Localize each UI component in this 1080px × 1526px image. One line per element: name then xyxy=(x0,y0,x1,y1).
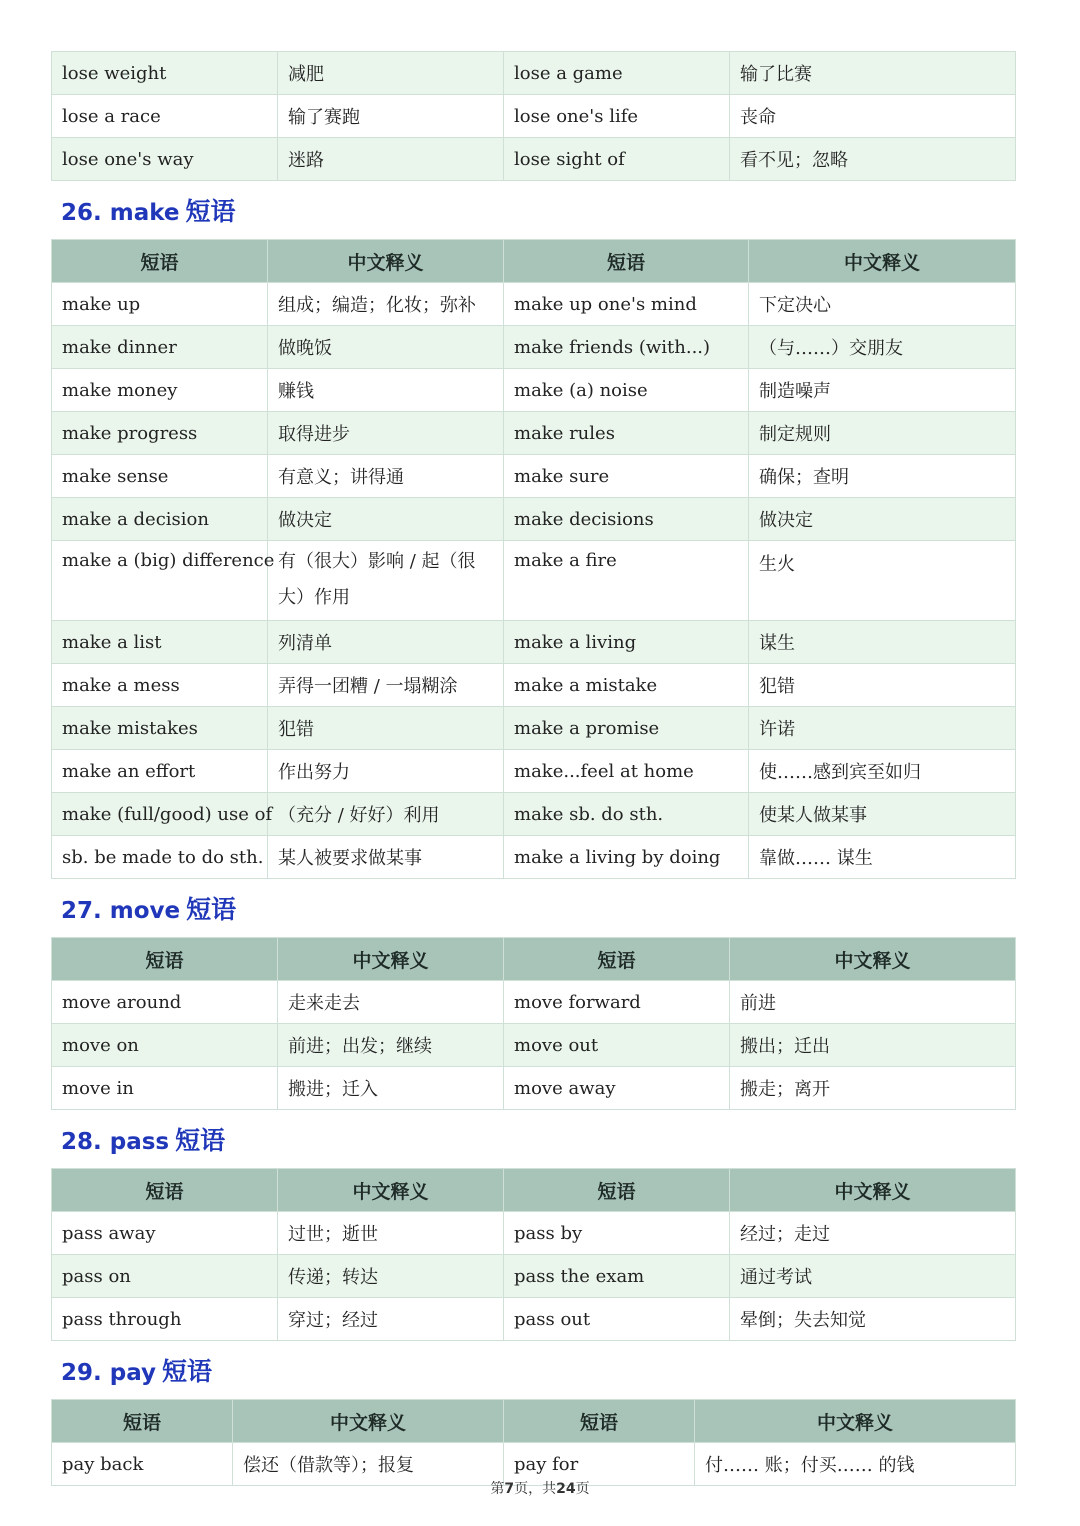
meaning-cell: 许诺 xyxy=(749,707,1016,750)
table-row xyxy=(52,283,1016,326)
table-row xyxy=(52,793,1016,836)
meaning-cell: 通过考试 xyxy=(730,1255,1016,1298)
phrase-cell: lose weight xyxy=(52,52,278,95)
meaning-cell: 使……感到宾至如归 xyxy=(749,750,1016,793)
meaning-cell: 生火 xyxy=(749,541,1016,621)
meaning-cell: 作出努力 xyxy=(268,750,504,793)
phrase-cell: make up one's mind xyxy=(504,283,749,326)
phrase-cell: make (a) noise xyxy=(504,369,749,412)
meaning-cell: 制造噪声 xyxy=(749,369,1016,412)
table-row xyxy=(52,541,1016,621)
phrase-cell: make up xyxy=(52,283,268,326)
meaning-cell: 赚钱 xyxy=(268,369,504,412)
table-row xyxy=(52,326,1016,369)
column-header: 中文释义 xyxy=(233,1400,504,1443)
phrase-cell: pass out xyxy=(504,1298,730,1341)
phrase-cell: make a mistake xyxy=(504,664,749,707)
phrase-cell: move out xyxy=(504,1024,730,1067)
phrase-cell: lose one's life xyxy=(504,95,730,138)
meaning-cell: 晕倒；失去知觉 xyxy=(730,1298,1016,1341)
phrase-cell: move away xyxy=(504,1067,730,1110)
phrase-cell: make decisions xyxy=(504,498,749,541)
table-row xyxy=(52,836,1016,879)
meaning-cell: 搬出；迁出 xyxy=(730,1024,1016,1067)
page-footer xyxy=(0,1478,1080,1498)
phrase-cell: lose sight of xyxy=(504,138,730,181)
phrase-cell: pay for xyxy=(504,1443,695,1486)
meaning-cell: 列清单 xyxy=(268,621,504,664)
table-row xyxy=(52,369,1016,412)
section-label: 短语 xyxy=(186,895,237,924)
table-row xyxy=(52,412,1016,455)
phrase-cell: pass the exam xyxy=(504,1255,730,1298)
phrase-cell: make sb. do sth. xyxy=(504,793,749,836)
table-row xyxy=(52,750,1016,793)
phrase-cell: make a living xyxy=(504,621,749,664)
section-heading-move xyxy=(51,879,1015,937)
section-number: 28. pass xyxy=(61,1129,170,1155)
footer-page-number: 7 xyxy=(504,1481,515,1497)
pay-phrase-table xyxy=(51,1399,1016,1486)
meaning-cell: 传递；转达 xyxy=(278,1255,504,1298)
lose-phrase-table xyxy=(51,51,1016,181)
section-label: 短语 xyxy=(185,197,236,226)
document-page xyxy=(51,51,1015,1486)
meaning-cell: 有意义；讲得通 xyxy=(268,455,504,498)
phrase-cell: sb. be made to do sth. xyxy=(52,836,268,879)
table-row xyxy=(52,1212,1016,1255)
meaning-cell: 某人被要求做某事 xyxy=(268,836,504,879)
column-header: 中文释义 xyxy=(278,938,504,981)
meaning-cell: 使某人做某事 xyxy=(749,793,1016,836)
section-number: 26. make xyxy=(61,200,180,226)
phrase-cell: make...feel at home xyxy=(504,750,749,793)
phrase-cell: pass by xyxy=(504,1212,730,1255)
phrase-cell: move in xyxy=(52,1067,278,1110)
table-header-row xyxy=(52,240,1016,283)
column-header: 中文释义 xyxy=(268,240,504,283)
phrase-cell: make sure xyxy=(504,455,749,498)
phrase-cell: move around xyxy=(52,981,278,1024)
meaning-cell: 取得进步 xyxy=(268,412,504,455)
table-row xyxy=(52,52,1016,95)
phrase-cell: make a mess xyxy=(52,664,268,707)
table-row xyxy=(52,621,1016,664)
section-number: 29. pay xyxy=(61,1360,157,1386)
column-header: 中文释义 xyxy=(730,1169,1016,1212)
section-heading-pass xyxy=(51,1110,1015,1168)
meaning-cell: 下定决心 xyxy=(749,283,1016,326)
meaning-cell: 付…… 账；付买…… 的钱 xyxy=(695,1443,1016,1486)
column-header: 短语 xyxy=(52,240,268,283)
meaning-cell: 犯错 xyxy=(268,707,504,750)
phrase-cell: make sense xyxy=(52,455,268,498)
phrase-cell: make mistakes xyxy=(52,707,268,750)
phrase-cell: pay back xyxy=(52,1443,233,1486)
table-row xyxy=(52,455,1016,498)
meaning-cell: 过世；逝世 xyxy=(278,1212,504,1255)
meaning-cell: 有（很大）影响 / 起（很大）作用 xyxy=(268,541,504,621)
meaning-cell: 做决定 xyxy=(268,498,504,541)
footer-middle: 页，共 xyxy=(514,1481,557,1497)
meaning-cell: 迷路 xyxy=(278,138,504,181)
make-phrase-table xyxy=(51,239,1016,879)
footer-suffix: 页 xyxy=(575,1481,590,1497)
section-heading-pay xyxy=(51,1341,1015,1399)
meaning-cell: 看不见；忽略 xyxy=(730,138,1016,181)
section-heading-make xyxy=(51,181,1015,239)
meaning-cell: 做决定 xyxy=(749,498,1016,541)
phrase-cell: pass on xyxy=(52,1255,278,1298)
phrase-cell: make money xyxy=(52,369,268,412)
table-row xyxy=(52,95,1016,138)
column-header: 短语 xyxy=(504,240,749,283)
meaning-cell: 丧命 xyxy=(730,95,1016,138)
column-header: 中文释义 xyxy=(695,1400,1016,1443)
column-header: 中文释义 xyxy=(278,1169,504,1212)
phrase-cell: make a fire xyxy=(504,541,749,621)
phrase-cell: pass through xyxy=(52,1298,278,1341)
meaning-cell: 输了赛跑 xyxy=(278,95,504,138)
meaning-cell: 偿还（借款等）；报复 xyxy=(233,1443,504,1486)
table-row xyxy=(52,707,1016,750)
column-header: 短语 xyxy=(52,1169,278,1212)
phrase-cell: make (full/good) use of xyxy=(52,793,268,836)
meaning-cell: 穿过；经过 xyxy=(278,1298,504,1341)
move-phrase-table xyxy=(51,937,1016,1110)
table-row xyxy=(52,1255,1016,1298)
phrase-cell: make friends (with...) xyxy=(504,326,749,369)
table-row xyxy=(52,1067,1016,1110)
table-row xyxy=(52,138,1016,181)
section-number: 27. move xyxy=(61,898,181,924)
phrase-cell: pass away xyxy=(52,1212,278,1255)
phrase-cell: make a living by doing xyxy=(504,836,749,879)
meaning-cell: （与……）交朋友 xyxy=(749,326,1016,369)
phrase-cell: lose a race xyxy=(52,95,278,138)
phrase-cell: make an effort xyxy=(52,750,268,793)
phrase-cell: lose a game xyxy=(504,52,730,95)
phrase-cell: make a decision xyxy=(52,498,268,541)
meaning-cell: 搬进；迁入 xyxy=(278,1067,504,1110)
meaning-cell: 弄得一团糟 / 一塌糊涂 xyxy=(268,664,504,707)
meaning-cell: 犯错 xyxy=(749,664,1016,707)
table-row xyxy=(52,1024,1016,1067)
column-header: 短语 xyxy=(504,1169,730,1212)
phrase-cell: make rules xyxy=(504,412,749,455)
phrase-cell: make progress xyxy=(52,412,268,455)
column-header: 短语 xyxy=(52,938,278,981)
meaning-cell: 制定规则 xyxy=(749,412,1016,455)
meaning-cell: 组成；编造；化妆；弥补 xyxy=(268,283,504,326)
meaning-cell: 做晚饭 xyxy=(268,326,504,369)
meaning-cell: 搬走；离开 xyxy=(730,1067,1016,1110)
column-header: 短语 xyxy=(504,938,730,981)
footer-prefix: 第 xyxy=(490,1481,505,1497)
table-header-row xyxy=(52,1400,1016,1443)
meaning-cell: 前进 xyxy=(730,981,1016,1024)
meaning-cell: 减肥 xyxy=(278,52,504,95)
phrase-cell: make a (big) difference xyxy=(52,541,268,621)
column-header: 中文释义 xyxy=(749,240,1016,283)
table-row xyxy=(52,664,1016,707)
phrase-cell: move forward xyxy=(504,981,730,1024)
column-header: 短语 xyxy=(504,1400,695,1443)
section-label: 短语 xyxy=(162,1357,213,1386)
column-header: 短语 xyxy=(52,1400,233,1443)
meaning-cell: （充分 / 好好）利用 xyxy=(268,793,504,836)
phrase-cell: lose one's way xyxy=(52,138,278,181)
meaning-cell: 谋生 xyxy=(749,621,1016,664)
meaning-cell: 确保；查明 xyxy=(749,455,1016,498)
meaning-cell: 输了比赛 xyxy=(730,52,1016,95)
table-row xyxy=(52,1298,1016,1341)
table-row xyxy=(52,498,1016,541)
meaning-cell: 靠做…… 谋生 xyxy=(749,836,1016,879)
column-header: 中文释义 xyxy=(730,938,1016,981)
meaning-cell: 前进；出发；继续 xyxy=(278,1024,504,1067)
pass-phrase-table xyxy=(51,1168,1016,1341)
phrase-cell: move on xyxy=(52,1024,278,1067)
table-header-row xyxy=(52,938,1016,981)
section-label: 短语 xyxy=(175,1126,226,1155)
phrase-cell: make a promise xyxy=(504,707,749,750)
phrase-cell: make a list xyxy=(52,621,268,664)
meaning-cell: 经过；走过 xyxy=(730,1212,1016,1255)
footer-total-pages: 24 xyxy=(556,1481,576,1497)
table-row xyxy=(52,981,1016,1024)
table-header-row xyxy=(52,1169,1016,1212)
phrase-cell: make dinner xyxy=(52,326,268,369)
meaning-cell: 走来走去 xyxy=(278,981,504,1024)
